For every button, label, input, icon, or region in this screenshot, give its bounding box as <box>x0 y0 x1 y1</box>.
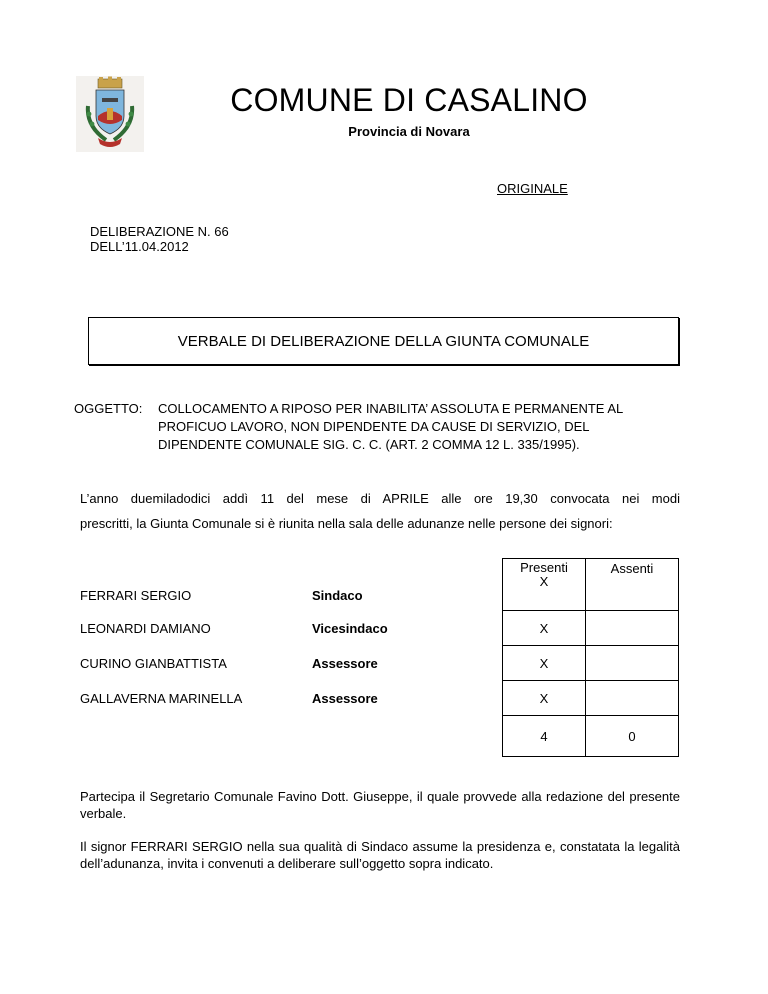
present-mark: X <box>503 646 586 681</box>
absent-total: 0 <box>586 716 679 757</box>
subject-label: OGGETTO: <box>74 401 143 416</box>
verbale-title-box <box>88 317 679 365</box>
absent-mark <box>586 611 679 646</box>
member-role: Sindaco <box>312 587 363 603</box>
subject-line: PROFICUO LAVORO, NON DIPENDENTE DA CAUSE DI SERVIZIO, DEL <box>158 419 590 434</box>
table-row <box>80 646 679 681</box>
intro-line: prescritti, la Giunta Comunale si è riunita nella sala delle adunanze nelle persone dei signori: <box>80 516 613 531</box>
presidency-paragraph: Il signor FERRARI SERGIO nella sua qualità di Sindaco assume la presidenza e, constatata la legalità dell’adunanza, invita i convenuti a deliberare sull’oggetto sopra indicato. <box>80 839 680 871</box>
deliberation-number: DELIBERAZIONE N. 66 <box>90 224 229 239</box>
page-subtitle: Provincia di Novara <box>348 124 470 139</box>
deliberation-date: DELL’11.04.2012 <box>90 239 189 254</box>
absent-cell <box>586 559 679 611</box>
table-row <box>80 559 679 611</box>
present-mark: X <box>503 611 586 646</box>
intro-paragraph <box>80 486 680 536</box>
original-label: ORIGINALE <box>497 181 568 196</box>
intro-line: L’anno duemiladodici addì 11 del mese di APRILE alle ore 19,30 convocata nei modi <box>80 491 680 506</box>
table-row <box>80 681 679 716</box>
verbale-title: VERBALE DI DELIBERAZIONE DELLA GIUNTA COMUNALE <box>177 332 590 350</box>
page-title: COMUNE DI CASALINO <box>230 82 588 118</box>
subject-text <box>158 400 698 454</box>
table-row <box>80 611 679 646</box>
present-mark: X <box>539 574 549 589</box>
present-mark: X <box>503 681 586 716</box>
totals-row <box>80 716 679 757</box>
absent-mark <box>586 681 679 716</box>
member-role: Assessore <box>312 690 378 706</box>
member-role: Assessore <box>312 655 378 671</box>
subject-line: DIPENDENTE COMUNALE SIG. C. C. (ART. 2 COMMA 12 L. 335/1995). <box>158 437 580 452</box>
absent-header: Assenti <box>610 561 654 576</box>
member-role: Vicesindaco <box>312 620 388 636</box>
absent-mark <box>586 646 679 681</box>
attendance-table <box>80 558 679 757</box>
member-name: LEONARDI DAMIANO <box>80 620 211 636</box>
member-name: GALLAVERNA MARINELLA <box>80 690 243 706</box>
member-name: FERRARI SERGIO <box>80 587 192 603</box>
secretary-paragraph: Partecipa il Segretario Comunale Favino Dott. Giuseppe, il quale provvede alla redazione del presente verbale. <box>80 789 680 821</box>
present-total: 4 <box>503 716 586 757</box>
present-header: Presenti <box>520 560 568 575</box>
member-name: CURINO GIANBATTISTA <box>80 655 227 671</box>
subject-line: COLLOCAMENTO A RIPOSO PER INABILITA’ ASSOLUTA E PERMANENTE AL <box>158 401 624 416</box>
present-cell <box>503 559 586 611</box>
